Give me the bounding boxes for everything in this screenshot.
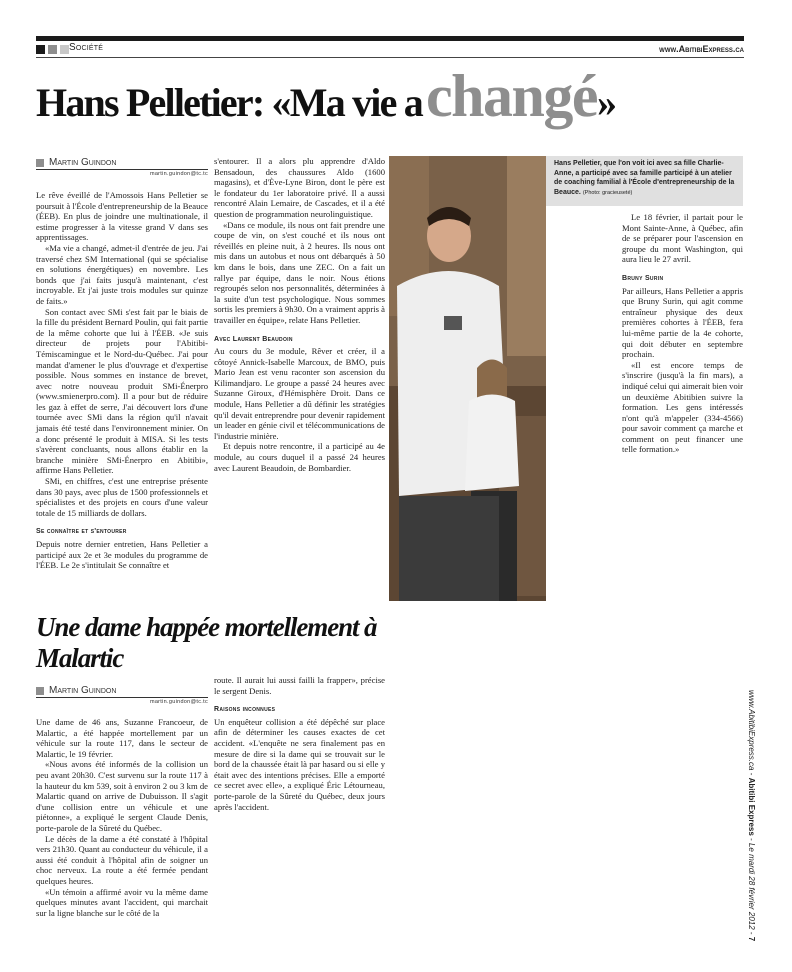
subheading: Se connaître et s'entourer: [36, 528, 127, 536]
paragraph: Le rêve éveillé de l'Amossois Hans Pelletier se poursuit à l'École d'entrepreneurship de la Beauce (ÉEB). En plus de joindre une multinationale, il estime progresser à la vitesse grand V dans ses apprentissages.: [36, 190, 208, 243]
paragraph: «Il est encore temps de s'inscrire (jusqu'à la fin mars), a indiqué celui qui aimerait bien voir un deuxième Abitibien suivre la formation. Les gens intéressés n'ont qu'à m'appeler (334-4566) pour savoir comment ça marche et comment on peut financer une telle formation.»: [622, 359, 743, 455]
section-label: Société: [69, 42, 104, 53]
section-squares: [36, 45, 69, 55]
paragraph: Au cours du 3e module, Rêver et créer, il a côtoyé Annick-Isabelle Marcoux, de BMO, puis Mario Jean est venu raconter son ascension du Kilimandjaro. Le groupe a passé 24 heures avec Suzanne Giroux, d'Hémisphère Droit. Dans ce module, Hans Pelletier a dû définir les stratégies qu'il devait entreprendre pour devenir rapidement un leader en génie civil et télécommunications de l'industrie minière.: [214, 346, 385, 441]
square-mid: [48, 45, 57, 54]
footer-site[interactable]: www.AbitibiExpress.ca: [747, 690, 756, 771]
square-dark: [36, 45, 45, 54]
footer-paper: Abitibi Express: [747, 777, 756, 836]
photo-illustration: [389, 156, 546, 601]
article2-byline-rule: [36, 697, 208, 698]
caption-text: Hans Pelletier, que l'on voit ici avec sa fille Charlie-Anne, a participé avec sa famille participé à un atelier de coaching familial à l'École d'entrepreneurship de la Beauce.: [554, 160, 735, 196]
paragraph: «Dans ce module, ils nous ont fait prendre une coupe de vin, on s'est couché et ils nous ont réveillés en pleine nuit, à 2 heures. Ils nous ont mis dans un autobus et nous ont débarqués à 50 km dans le bois, dans une ZEC. On a fait un rallye par équipe, dans le noir. Nous étions regroupés selon nos personnalités, déterminées à la suite d'un test psychologique. Nous sommes sortis les premiers à 9h30. On a vraiment appris à travailler en équipe», relate Hans Pelletier.: [214, 219, 385, 325]
article2-title: Une dame happée mortellement à Malartic: [36, 612, 377, 673]
paragraph: Le décès de la dame a été constaté à l'hôpital vers 21h30. Quant au conducteur du véhicule, il a aussi été conduit à l'hôpital afin de soigner un choc nerveux. La route a été fermée pendant quelques heures.: [36, 833, 208, 886]
article1-column-3: [622, 212, 743, 455]
article1-column-1: [36, 190, 208, 571]
paragraph: Par ailleurs, Hans Pelletier a appris que Bruny Surin, qui agit comme entraîneur physique des deux premières cohortes à l'ÉEB, fera lui-même partie de la 4e cohorte, qui doit débuter en septembre prochain.: [622, 285, 743, 360]
article2-column-2: [214, 675, 385, 812]
subheading: Avec Laurent Beaudoin: [214, 335, 293, 343]
byline-square: [36, 159, 44, 167]
article1-title-part1: Hans Pelletier: «Ma vie a: [36, 80, 422, 125]
subheading: Bruny Surin: [622, 274, 664, 282]
article1-title-highlight: changé: [425, 63, 597, 129]
square-light: [60, 45, 69, 54]
paragraph: SMi, en chiffres, c'est une entreprise présente dans 30 pays, avec plus de 1500 professionnels et spécialistes et des projets en cours d'une valeur totale de 15 milliards de dollars.: [36, 476, 208, 518]
footer-date: Le mardi 28 février 2012: [747, 842, 756, 930]
article2-byline: [36, 685, 116, 696]
byline-square: [36, 687, 44, 695]
article1-byline-rule: [36, 169, 208, 170]
paragraph: Son contact avec SMi s'est fait par le biais de la fille du président Bernard Poulin, qui fait partie de la même cohorte que lui à l'ÉEB. «Je suis directeur de projets pour l'Abitibi-Témiscamingue et le Nord-du-Québec. J'ai pour mandat d'amener le plus d'ouvrage et d'expertise possible. Nous sommes en instance de brevet, avec notre nouveau produit SMi-Énerpro (www.smienerpro.com). Il a pour but de réduire les gaz à effet de serre, J'ai découvert lors d'une tournée avec SMi dans la région qu'il n'avait jamais été testé dans l'environnement minier. On a donc présenté le produit à MISA. Si les tests s'avèrent concluants, nous allons établir en la branche minière SMi-Énerpro en Abitibi», affirme Hans Pelletier.: [36, 306, 208, 476]
top-rule: [36, 36, 744, 41]
paragraph: Un enquêteur collision a été dépêché sur place afin de déterminer les causes exactes de cet accident. «L'enquête ne sera finalement pas en mesure de dire si la dame qui se trouvait sur le bord de la chaussée était là par hasard ou si elle y était avec des intentions précises. Elle a emporté ce secret avec elle», a expliqué Éric Létourneau, porte-parole de la Sûreté du Québec, deux jours après l'accident.: [214, 716, 385, 812]
article1-title: [36, 63, 736, 129]
article1-email[interactable]: martin.guindon@tc.tc: [149, 171, 208, 177]
header-rule: [36, 57, 744, 58]
footer-sep: -: [747, 770, 756, 778]
article1-byline: [36, 157, 116, 168]
paragraph: «Un témoin a affirmé avoir vu la même dame quelques minutes avant l'accident, qui marchait sur la ligne blanche sur le côté de la: [36, 886, 208, 918]
footer-text: [747, 690, 756, 941]
page-footer-vertical: [744, 690, 760, 940]
subheading: Raisons inconnues: [214, 706, 276, 714]
article1-title-part3: »: [596, 80, 616, 125]
article-photo: [389, 156, 546, 601]
article2-email[interactable]: martin.guindon@tc.tc: [149, 699, 208, 705]
article2-author: Martin Guindon: [49, 685, 117, 696]
footer-sep: -: [747, 929, 756, 937]
article1-author: Martin Guindon: [49, 157, 117, 168]
article2-column-1: [36, 717, 208, 918]
article1-column-2: [214, 156, 385, 473]
caption-credit: (Photo: gracieuseté): [582, 189, 633, 196]
paragraph: s'entourer. Il a alors plu apprendre d'Aldo Bensadoun, des chaussures Aldo (1600 magasins), et d'Ève-Lyne Biron, dont le père est le fondateur du 1er laboratoire privé. Il a aussi rencontré Alain Lemaire, de Cascades, et il a été question de programmation neurolinguistique.: [214, 156, 385, 219]
paragraph: Et depuis notre rencontre, il a participé au 4e module, au cours duquel il a passé 24 heures avec Laurent Beaudoin, de Bombardier.: [214, 441, 385, 473]
photo-caption: [546, 156, 743, 206]
paragraph: Depuis notre dernier entretien, Hans Pelletier a participé aux 2e et 3e modules du programme de l'ÉEB. Le 2e s'intitulait Se connaître et: [36, 539, 208, 571]
paragraph: «Ma vie a changé, admet-il d'entrée de jeu. J'ai traversé chez SM International (qui se spécialise en solutions énergétiques) en novembre. Les bonds que j'ai faits jusqu'à maintenant, c'est incroyable. Et j'ai juste trois modules sur quinze de faits.»: [36, 242, 208, 306]
paragraph: route. Il aurait lui aussi failli la frapper», précise le sergent Denis.: [214, 675, 385, 696]
paragraph: Une dame de 46 ans, Suzanne Francoeur, de Malartic, a été happée mortellement par un véhicule sur la route 117, dans le secteur de Malartic, le 19 février.: [36, 717, 208, 759]
paragraph: «Nous avons été informés de la collision un peu avant 20h30. C'est survenu sur la route 117 à la hauteur du km 539, soit à environ 2 ou 3 km de Malartic quand on arrive de Dubuisson. Il s'agit d'une collision entre un véhicule et une piétonne», a expliqué le sergent Claude Denis, porte-parole de la Sûreté du Québec.: [36, 759, 208, 833]
paragraph: Le 18 février, il partait pour le Mont Sainte-Anne, à Québec, afin de se préparer pour l'ascension en groupe du mont Washington, qui aura lieu le 27 avril.: [622, 212, 743, 265]
footer-sep: -: [747, 835, 756, 843]
page-number: 7: [747, 936, 756, 942]
site-url[interactable]: www.AbitibiExpress.ca: [659, 44, 744, 54]
